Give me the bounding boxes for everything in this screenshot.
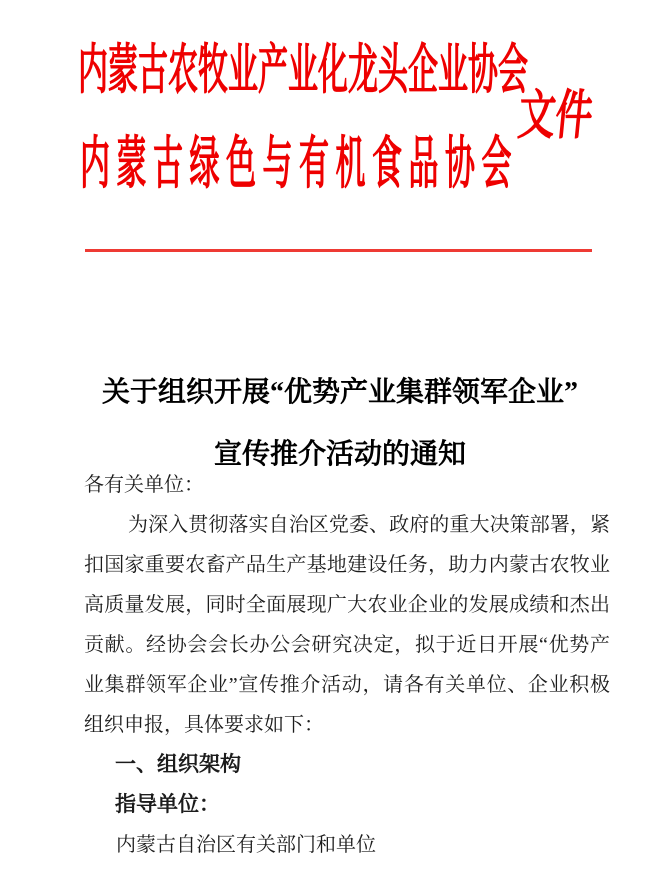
org-name-line1: 内蒙古农牧业产业化龙头企业协会 [78,41,528,101]
red-divider-rule [85,249,592,252]
document-title-line1: 关于组织开展“优势产业集群领军企业” [101,376,578,408]
document-body [84,465,610,865]
role-value-guidance-unit: 内蒙古自治区有关部门和单位 [116,834,376,856]
section-heading-organization: 一、组织架构 [115,753,241,776]
org-name-line2: 内蒙古绿色与有机食品协会 [80,133,518,196]
salutation: 各有关单位： [84,474,204,496]
letterhead [0,0,660,250]
document-type-label: 文件 [515,87,596,147]
role-heading-guidance-unit: 指导单位： [115,793,220,816]
document-title-line2: 宣传推介活动的通知 [213,438,466,470]
body-paragraph: 为深入贯彻落实自治区党委、政府的重大决策部署，紧扣国家重要农畜产品生产基地建设任务，助力内蒙古农牧业高质量发展，同时全面展现广大农业企业的发展成绩和杰出贡献。经协会会长办公会研究决定，拟于近日开展“优势产业集群领军企业”宣传推介活动，请各有关单位、企业积极组织申报，具体要求如下： [84,514,610,736]
